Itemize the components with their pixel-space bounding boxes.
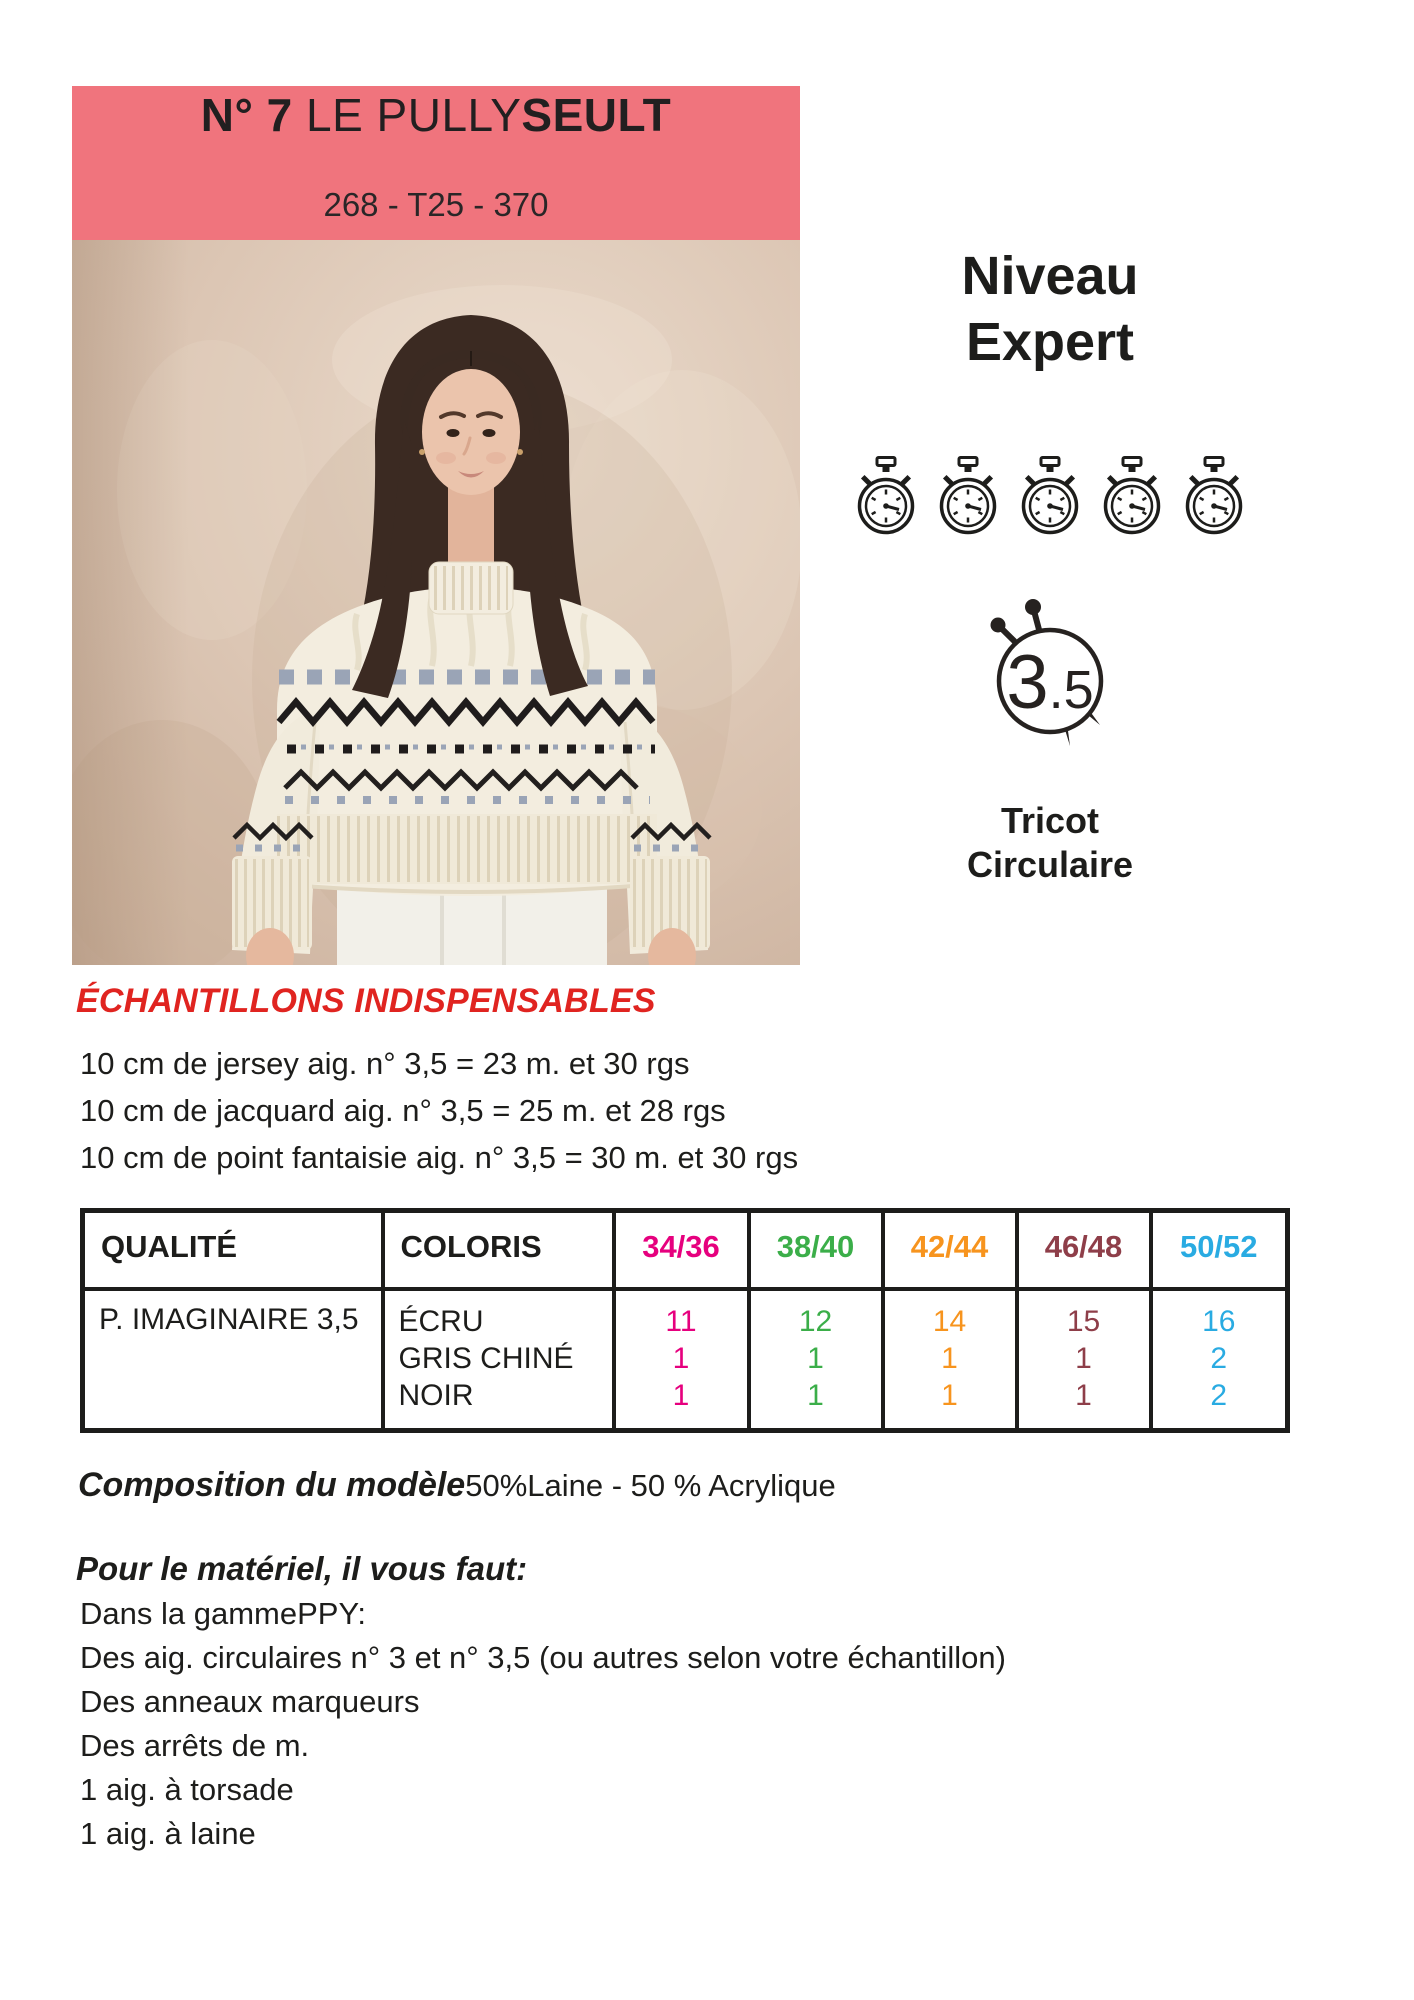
material-item: 1 aig. à torsade: [80, 1772, 294, 1807]
needle-size-icon: [960, 588, 1140, 760]
material-item: 1 aig. à laine: [80, 1816, 256, 1851]
pattern-reference: 268 - T25 - 370: [323, 186, 549, 223]
quantity-cell: [1017, 1289, 1151, 1431]
quantity-cell: [1151, 1289, 1288, 1431]
composition-line: [78, 1466, 836, 1505]
composition-label: Composition du modèle: [78, 1466, 466, 1504]
header-band: [72, 86, 800, 240]
col-header-coloris: COLORIS: [383, 1211, 614, 1290]
technique-line-1: Tricot: [1000, 800, 1099, 841]
quality-cell: P. IMAGINAIRE 3,5: [83, 1289, 383, 1431]
quantity-value: 2: [1210, 1379, 1228, 1412]
gauge-line: 10 cm de jersey aig. n° 3,5 = 23 m. et 30 rgs: [80, 1046, 690, 1081]
quantity-value: 1: [807, 1342, 824, 1375]
col-header-size: 50/52: [1151, 1211, 1288, 1290]
quantity-value: 1: [807, 1379, 824, 1412]
needle-size-decimal: .5: [1048, 660, 1094, 720]
samples-heading: ÉCHANTILLONS INDISPENSABLES: [76, 982, 656, 1020]
coloris-cell: [383, 1289, 614, 1431]
material-item: Dans la gammePPY:: [80, 1596, 367, 1631]
col-header-qualite: QUALITÉ: [83, 1211, 383, 1290]
stopwatch-icon: [853, 456, 919, 540]
difficulty-stopwatches: [840, 456, 1260, 542]
stopwatch-icon: [1099, 456, 1165, 540]
title-segment: LE PULLY: [306, 89, 522, 141]
difficulty-level: [840, 243, 1260, 375]
quantity-value: 1: [941, 1342, 958, 1375]
materials-list: [80, 1592, 1006, 1856]
material-item: Des arrêts de m.: [80, 1728, 310, 1763]
col-header-size: 38/40: [749, 1211, 883, 1290]
materials-heading: Pour le matériel, il vous faut:: [76, 1550, 528, 1587]
quantity-value: 1: [672, 1342, 690, 1375]
gauge-lines: [80, 1040, 798, 1181]
material-item: Des anneaux marqueurs: [80, 1684, 420, 1719]
quantity-value: 15: [1066, 1305, 1101, 1338]
stopwatch-icon: [1017, 456, 1083, 540]
table-header-row: [83, 1211, 1288, 1290]
coloris-name: GRIS CHINÉ: [398, 1342, 574, 1375]
stopwatch-icon: [935, 456, 1001, 540]
material-item: Des aig. circulaires n° 3 et n° 3,5 (ou autres selon votre échantillon): [80, 1640, 1006, 1675]
quantity-value: 1: [941, 1379, 958, 1412]
gauge-line: 10 cm de jacquard aig. n° 3,5 = 25 m. et 28 rgs: [80, 1093, 726, 1128]
needle-size-main: 3: [1006, 640, 1049, 725]
composition-value: 50%Laine - 50 % Acrylique: [465, 1468, 836, 1503]
quantity-value: 14: [932, 1305, 967, 1338]
quantity-value: 1: [1075, 1379, 1092, 1412]
quantity-cell: [749, 1289, 883, 1431]
quantity-value: 1: [672, 1379, 690, 1412]
col-header-size: 42/44: [883, 1211, 1017, 1290]
stopwatch-icon: [1181, 456, 1247, 540]
table-body-row: [83, 1289, 1288, 1431]
title-segment: N° 7: [200, 89, 306, 141]
page-title: [72, 88, 800, 142]
level-line-1: Niveau: [961, 246, 1139, 306]
quantity-cell: [883, 1289, 1017, 1431]
technique-label: [840, 799, 1260, 887]
model-photo: [72, 240, 800, 965]
technique-line-2: Circulaire: [966, 844, 1134, 885]
quantity-value: 2: [1210, 1342, 1228, 1375]
col-header-size: 34/36: [614, 1211, 749, 1290]
gauge-line: 10 cm de point fantaisie aig. n° 3,5 = 30 m. et 30 rgs: [80, 1140, 799, 1175]
coloris-name: NOIR: [398, 1379, 474, 1412]
quantity-value: 16: [1202, 1305, 1236, 1338]
col-header-size: 46/48: [1017, 1211, 1151, 1290]
title-segment: SEULT: [521, 89, 672, 141]
level-line-2: Expert: [965, 312, 1135, 372]
quantity-value: 1: [1075, 1342, 1092, 1375]
quantity-cell: [614, 1289, 749, 1431]
quantity-value: 12: [798, 1305, 833, 1338]
coloris-name: ÉCRU: [398, 1305, 484, 1338]
quantity-value: 11: [665, 1305, 697, 1338]
yarn-quantity-table: [80, 1208, 1290, 1433]
